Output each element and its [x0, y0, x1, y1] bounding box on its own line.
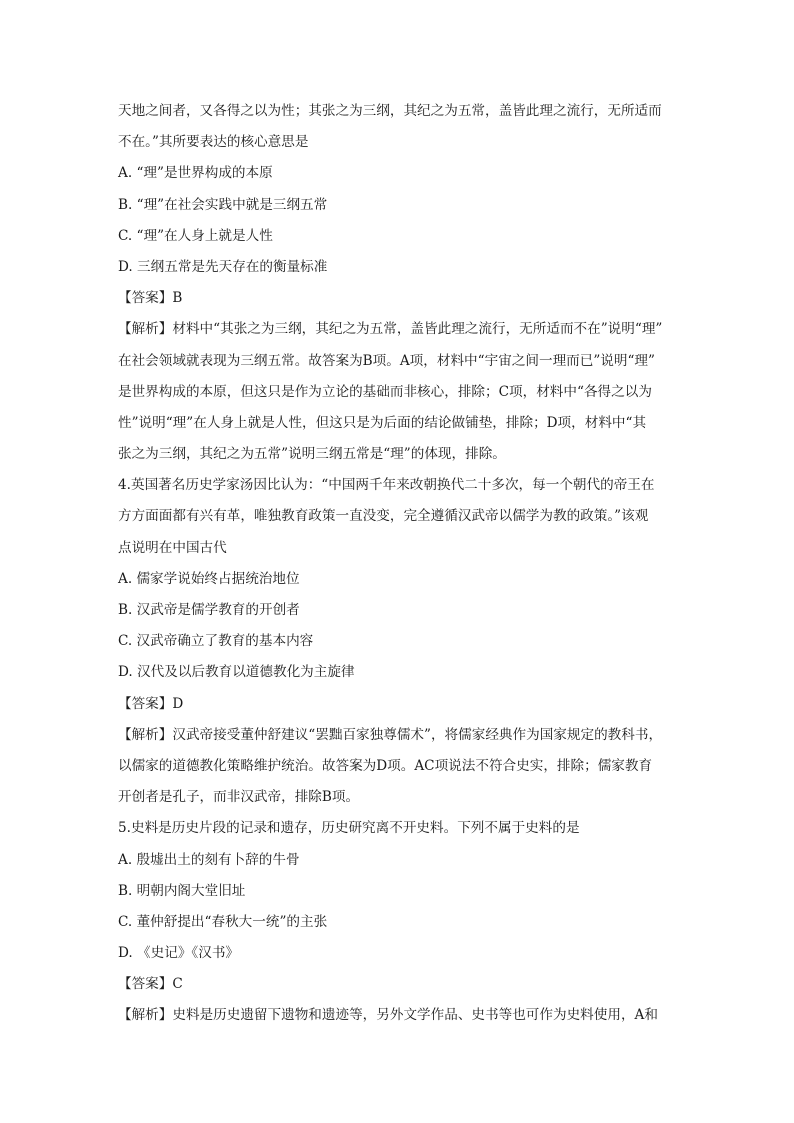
option-b: B. 汉武帝是儒学教育的开创者 — [118, 602, 300, 618]
option-b: B. “理”在社会实践中就是三纲五常 — [118, 196, 328, 213]
question-line: 5.史料是历史片段的记录和遗存，历史研究离不开史料。下列不属于史料的是 — [118, 820, 580, 837]
document-body — [118, 96, 678, 1032]
analysis-line: 是世界构成的本原，但这只是作为立论的基础而非核心，排除；C项，材料中“各得之以为 — [118, 383, 652, 400]
analysis-line: 性”说明“理”在人身上就是人性，但这只是为后面的结论做铺垫，排除；D项，材料中“其 — [118, 414, 647, 431]
answer-label: 【答案】C — [118, 976, 183, 993]
answer-label: 【答案】B — [118, 290, 183, 307]
analysis-line: 张之为三纲，其纪之为五常”说明三纲五常是“理”的体现，排除。 — [118, 446, 506, 463]
option-b: B. 明朝内阁大堂旧址 — [118, 882, 246, 899]
analysis-line: 【解析】史料是历史遗留下遗物和遗迹等，另外文学作品、史书等也可作为史料使用，A和 — [118, 1007, 658, 1024]
analysis-line: 开创者是孔子，而非汉武帝，排除B项。 — [118, 789, 360, 806]
option-d: D. 《史记》《汉书》 — [118, 945, 240, 962]
option-c: C. 汉武帝确立了教育的基本内容 — [118, 633, 314, 650]
analysis-line: 【解析】材料中“其张之为三纲，其纪之为五常，盖皆此理之流行，无所适而不在”说明“理” — [118, 321, 663, 338]
question-line: 点说明在中国古代 — [118, 539, 227, 556]
option-a: A. “理”是世界构成的本原 — [118, 165, 273, 182]
text-line: 不在。”其所要表达的核心意思是 — [118, 134, 309, 151]
option-c: C. “理”在人身上就是人性 — [118, 227, 273, 244]
option-d: D. 汉代及以后教育以道德教化为主旋律 — [118, 664, 355, 681]
option-d: D. 三纲五常是先天存在的衡量标准 — [118, 258, 328, 275]
analysis-line: 在社会领域就表现为三纲五常。故答案为B项。A项，材料中“宇宙之间一理而已”说明“理” — [118, 352, 655, 369]
question-line: 4.英国著名历史学家汤因比认为：“中国两千年来改朝换代二十多次，每一个朝代的帝王在 — [118, 477, 655, 494]
option-a: A. 殷墟出土的刻有卜辞的牛骨 — [118, 851, 300, 868]
option-c: C. 董仲舒提出“春秋大一统”的主张 — [118, 913, 328, 930]
text-line: 天地之间者，又各得之以为性；其张之为三纲，其纪之为五常，盖皆此理之流行，无所适而 — [118, 103, 662, 119]
answer-label: 【答案】D — [118, 695, 184, 712]
question-line: 方方面面都有兴有革，唯独教育政策一直没变，完全遵循汉武帝以儒学为教的政策。”该观 — [118, 508, 649, 525]
analysis-line: 【解析】汉武帝接受董仲舒建议“罢黜百家独尊儒术”，将儒家经典作为国家规定的教科书， — [118, 726, 663, 743]
analysis-line: 以儒家的道德教化策略维护统治。故答案为D项。AC项说法不符合史实，排除；儒家教育 — [118, 757, 653, 774]
option-a: A. 儒家学说始终占据统治地位 — [118, 570, 300, 587]
